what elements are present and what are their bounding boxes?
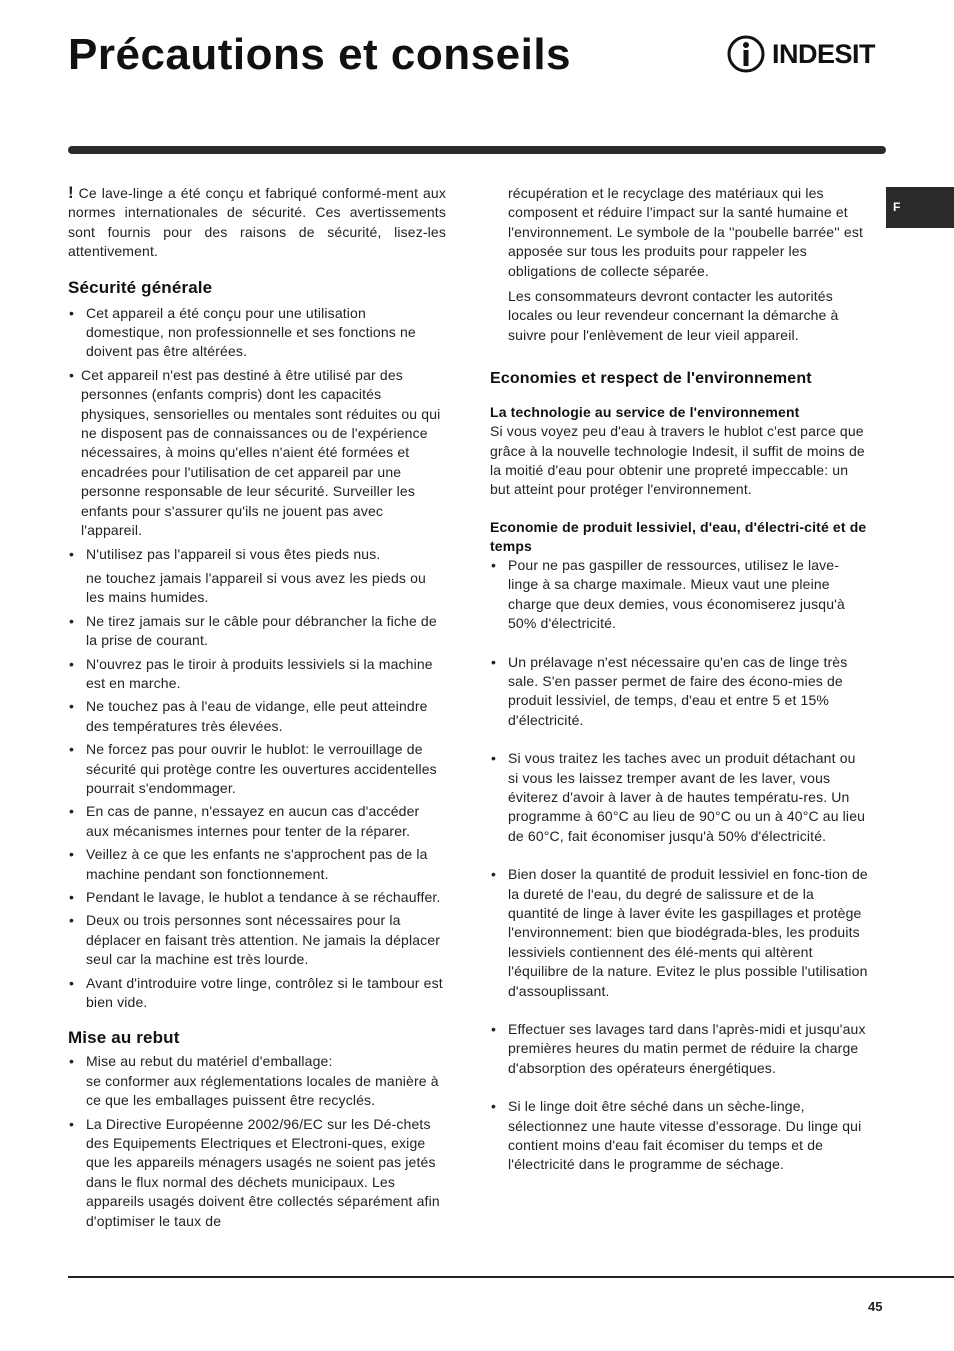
rebut-continued: récupération et le recyclage des matériaux qui les composent et réduire l'impact sur la santé humaine et l'environnement. Le symbole de la ''poubelle barrée'' est apposée sur tous les produits pour rappeler les obligations de collecte séparée. xyxy=(508,185,864,279)
page-number: 45 xyxy=(868,1299,883,1314)
list-item: • Cet appareil n'est pas destiné à être utilisé par des personnes (enfants compris) dont les capacités physiques, sensorielles ou mentales sont réduites ou qui ne disposent pas de connaissances ou de l'expérience nécessaires, à moins qu'elles n'aient été formées et encadrées pour l'utilisation de cet appareil par une personne responsable de leur sécurité. Surveiller les enfants pour s'assurer qu'ils ne jouent pas avec l'appareil. xyxy=(68,366,446,541)
list-item: • Ne tirez jamais sur le câble pour débrancher la fiche de la prise de courant. xyxy=(68,612,446,651)
intro-paragraph xyxy=(68,183,446,262)
list-item: • Si vous traitez les taches avec un produit détachant ou si vous les laissez tremper avant de les laver, vous éviterez d'avoir à laver à de hautes températu-res. Un programme à 60°C au lieu de 90°C ou un à 40°C au lieu de 60°C, fait économiser jusqu'à 50% d'électricité. xyxy=(490,749,868,846)
list-item-text: N'utilisez pas l'appareil si vous êtes pieds nus. xyxy=(86,545,381,562)
rebut-list xyxy=(68,1052,446,1231)
section-heading-rebut: Mise au rebut xyxy=(68,1028,180,1048)
indesit-i-icon xyxy=(726,34,766,74)
list-item: • Veillez à ce que les enfants ne s'approchent pas de la machine pendant son fonctionnement. xyxy=(68,845,446,884)
list-item: • N'ouvrez pas le tiroir à produits lessiviels si la machine est en marche. xyxy=(68,655,446,694)
left-column xyxy=(68,183,446,1235)
list-item: • Un prélavage n'est nécessaire qu'en cas de linge très sale. S'en passer permet de faire des écono-mies de produit lessiviel, de temps, d'eau et entre 5 et 15% d'électricité. xyxy=(490,653,868,731)
list-item: • Bien doser la quantité de produit lessiviel en fonc-tion de la dureté de l'eau, du degré de salissure et de la quantité de linge à laver évite les gaspillages et protège l'environnement: bien que biodégrada-bles, les produits lessiviels contiennent des élé-ments qui altèrent l'équilibre de la nature. Evitez le plus possible l'utilisation d'assouplissant. xyxy=(490,865,868,1001)
language-tab: F xyxy=(886,187,954,228)
subheading-economie: Economie de produit lessiviel, d'eau, d'électri-cité et de temps xyxy=(490,518,867,554)
warning-mark: ! xyxy=(68,183,74,202)
list-item-continuation: ne touchez jamais l'appareil si vous avez les pieds ou les mains humides. xyxy=(86,569,426,606)
rebut-consumers: Les consommateurs devront contacter les autorités locales ou leur revendeur concernant la démarche à suivre pour l'enlèvement de leur vieil appareil. xyxy=(508,288,839,343)
intro-text: Ce lave-linge a été conçu et fabriqué conformé-ment aux normes internationales de sécurité. Ces avertissements sont fournis pour des raisons de sécurité, lisez-les attentivement. xyxy=(68,185,446,260)
technologie-text: Si vous voyez peu d'eau à travers le hublot c'est parce que grâce à la nouvelle technologie Indesit, il suffit de moins de la moitié d'eau pour obtenir une propreté impeccable: un but atteint pour protéger l'environnement. xyxy=(490,423,865,498)
list-item: • Avant d'introduire votre linge, contrôlez si le tambour est bien vide. xyxy=(68,974,446,1013)
subheading-technologie: La technologie au service de l'environnement xyxy=(490,404,800,421)
list-item: • En cas de panne, n'essayez en aucun cas d'accéder aux mécanismes internes pour tenter de la réparer. xyxy=(68,802,446,841)
list-item xyxy=(68,545,446,608)
brand-logo xyxy=(726,34,875,74)
section-heading-securite: Sécurité générale xyxy=(68,277,213,297)
list-item: • Si le linge doit être séché dans un sèche-linge, sélectionnez une haute vitesse d'essorage. Du linge qui contient moins d'eau fait écomiser du temps et de l'électricité dans le programme de séchage. xyxy=(490,1097,868,1175)
list-item: • Ne touchez pas à l'eau de vidange, elle peut atteindre des températures très élevées. xyxy=(68,697,446,736)
economies-list xyxy=(490,556,868,1175)
list-item: • Cet appareil a été conçu pour une utilisation domestique, non professionnelle et ses fonctions ne doivent pas être altérées. xyxy=(68,304,446,362)
header-divider xyxy=(68,146,886,154)
list-item: • Ne forcez pas pour ouvrir le hublot: le verrouillage de sécurité qui protège contre les ouvertures accidentelles pourrait s'endommager. xyxy=(68,740,446,798)
list-item: • Pendant le lavage, le hublot a tendance à se réchauffer. xyxy=(68,888,446,907)
list-item: • Effectuer ses lavages tard dans l'après-midi et jusqu'aux premières heures du matin permet de réduire la charge d'absorption des opérateurs énergétiques. xyxy=(490,1020,868,1078)
page-title: Précautions et conseils xyxy=(68,30,572,79)
list-item: • Deux ou trois personnes sont nécessaires pour la déplacer en faisant très attention. Ne jamais la déplacer seul car la machine est très lourde. xyxy=(68,911,446,969)
right-column xyxy=(490,184,868,1179)
footer-divider xyxy=(68,1276,954,1278)
securite-list xyxy=(68,304,446,1013)
list-item: • Pour ne pas gaspiller de ressources, utilisez le lave-linge à sa charge maximale. Mieux vaut une pleine charge que deux demies, vous économiserez jusqu'à 50% d'électricité. xyxy=(490,556,868,634)
section-heading-economies: Economies et respect de l'environnement xyxy=(490,370,812,388)
list-item-text: se conformer aux réglementations locales de manière à ce que les emballages puissent être recyclés. xyxy=(86,1072,439,1109)
brand-name: INDESIT xyxy=(772,38,876,69)
list-item: • La Directive Européenne 2002/96/EC sur les Dé-chets des Equipements Electriques et Electroni-ques, exige que les appareils ménagers usagés ne soient pas jetés dans le flux normal des déchets municipaux. Les appareils usagés doivent être collectés séparément afin d'optimiser le taux de xyxy=(68,1115,446,1231)
list-item xyxy=(68,1052,446,1110)
list-item-text: • Mise au rebut du matériel d'emballage: xyxy=(86,1053,333,1070)
